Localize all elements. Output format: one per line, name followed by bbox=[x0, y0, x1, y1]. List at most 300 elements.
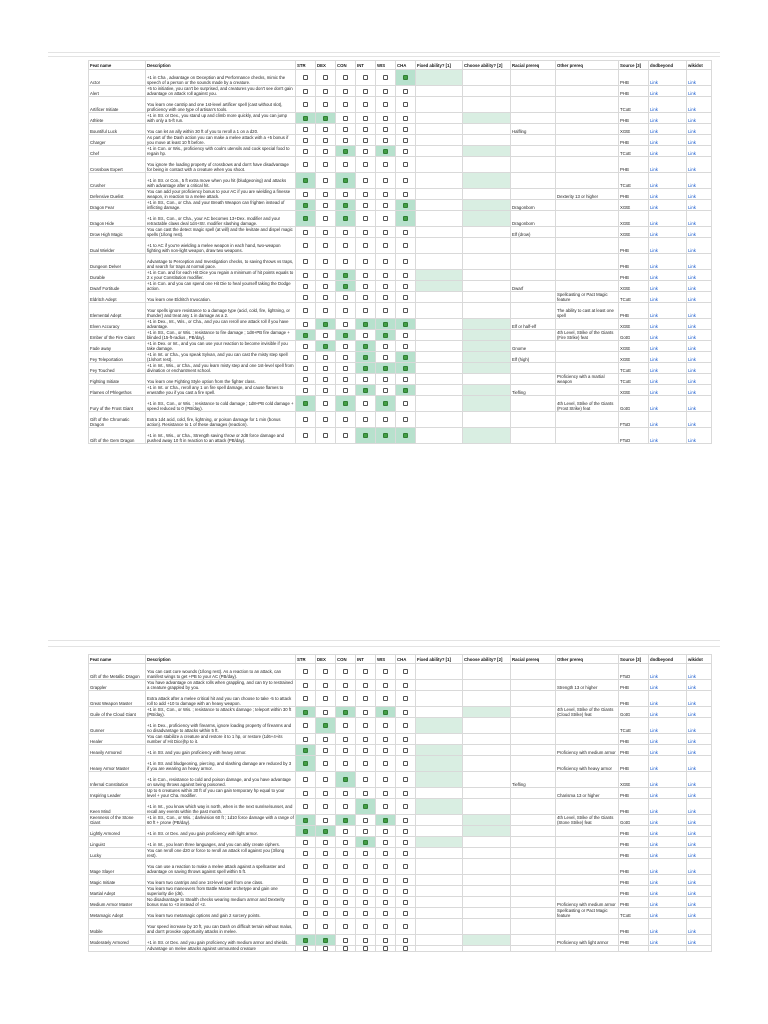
con-checkbox[interactable] bbox=[343, 138, 348, 143]
con-checkbox[interactable] bbox=[343, 737, 348, 742]
cha-checkbox[interactable] bbox=[403, 924, 408, 929]
wis-checkbox[interactable] bbox=[383, 366, 388, 371]
str-checkbox[interactable] bbox=[303, 333, 308, 338]
dex-checkbox[interactable] bbox=[323, 75, 328, 80]
con-checkbox[interactable] bbox=[343, 216, 348, 221]
dndbeyond-link[interactable]: Link bbox=[649, 886, 687, 897]
dex-checkbox[interactable] bbox=[323, 162, 328, 167]
dndbeyond-link[interactable]: Link bbox=[649, 919, 687, 935]
str-checkbox[interactable] bbox=[303, 737, 308, 742]
wis-checkbox[interactable] bbox=[383, 377, 388, 382]
str-checkbox[interactable] bbox=[303, 377, 308, 382]
int-checkbox[interactable] bbox=[363, 804, 368, 809]
int-checkbox[interactable] bbox=[363, 230, 368, 235]
dex-checkbox[interactable] bbox=[323, 946, 328, 951]
dex-checkbox[interactable] bbox=[323, 203, 328, 208]
dex-checkbox[interactable] bbox=[323, 116, 328, 121]
cha-checkbox[interactable] bbox=[403, 322, 408, 327]
str-checkbox[interactable] bbox=[303, 102, 308, 107]
str-checkbox[interactable] bbox=[303, 761, 308, 766]
dex-checkbox[interactable] bbox=[323, 127, 328, 132]
con-checkbox[interactable] bbox=[343, 840, 348, 845]
wis-checkbox[interactable] bbox=[383, 273, 388, 278]
wis-checkbox[interactable] bbox=[383, 864, 388, 869]
dex-checkbox[interactable] bbox=[323, 829, 328, 834]
wis-checkbox[interactable] bbox=[383, 878, 388, 883]
str-checkbox[interactable] bbox=[303, 748, 308, 753]
str-checkbox[interactable] bbox=[303, 851, 308, 856]
int-checkbox[interactable] bbox=[363, 911, 368, 916]
dndbeyond-link[interactable]: Link bbox=[649, 756, 687, 772]
wikidot-link[interactable]: Link bbox=[687, 124, 712, 135]
int-checkbox[interactable] bbox=[363, 388, 368, 393]
cha-checkbox[interactable] bbox=[403, 889, 408, 894]
wis-checkbox[interactable] bbox=[383, 748, 388, 753]
str-checkbox[interactable] bbox=[303, 900, 308, 905]
dex-checkbox[interactable] bbox=[323, 259, 328, 264]
cha-checkbox[interactable] bbox=[403, 683, 408, 688]
dex-checkbox[interactable] bbox=[323, 889, 328, 894]
wikidot-link[interactable]: Link bbox=[687, 908, 712, 919]
wikidot-link[interactable]: Link bbox=[687, 238, 712, 254]
con-checkbox[interactable] bbox=[343, 149, 348, 154]
dndbeyond-link[interactable]: Link bbox=[649, 385, 687, 396]
dndbeyond-link[interactable]: Link bbox=[649, 157, 687, 173]
int-checkbox[interactable] bbox=[363, 259, 368, 264]
cha-checkbox[interactable] bbox=[403, 138, 408, 143]
str-checkbox[interactable] bbox=[303, 710, 308, 715]
dndbeyond-link[interactable]: Link bbox=[649, 428, 687, 444]
str-checkbox[interactable] bbox=[303, 777, 308, 782]
wis-checkbox[interactable] bbox=[383, 127, 388, 132]
con-checkbox[interactable] bbox=[343, 911, 348, 916]
dndbeyond-link[interactable]: Link bbox=[649, 680, 687, 691]
dndbeyond-link[interactable]: Link bbox=[649, 113, 687, 124]
con-checkbox[interactable] bbox=[343, 230, 348, 235]
dex-checkbox[interactable] bbox=[323, 737, 328, 742]
con-checkbox[interactable] bbox=[343, 333, 348, 338]
dndbeyond-link[interactable] bbox=[649, 946, 687, 952]
con-checkbox[interactable] bbox=[343, 777, 348, 782]
dndbeyond-link[interactable]: Link bbox=[649, 935, 687, 946]
wis-checkbox[interactable] bbox=[383, 230, 388, 235]
int-checkbox[interactable] bbox=[363, 203, 368, 208]
dex-checkbox[interactable] bbox=[323, 192, 328, 197]
dndbeyond-link[interactable]: Link bbox=[649, 664, 687, 680]
wis-checkbox[interactable] bbox=[383, 243, 388, 248]
wis-checkbox[interactable] bbox=[383, 696, 388, 701]
wis-checkbox[interactable] bbox=[383, 417, 388, 422]
wis-checkbox[interactable] bbox=[383, 284, 388, 289]
cha-checkbox[interactable] bbox=[403, 911, 408, 916]
str-checkbox[interactable] bbox=[303, 295, 308, 300]
wikidot-link[interactable]: Link bbox=[687, 113, 712, 124]
dndbeyond-link[interactable]: Link bbox=[649, 254, 687, 270]
str-checkbox[interactable] bbox=[303, 433, 308, 438]
cha-checkbox[interactable] bbox=[403, 75, 408, 80]
wis-checkbox[interactable] bbox=[383, 829, 388, 834]
str-checkbox[interactable] bbox=[303, 138, 308, 143]
cha-checkbox[interactable] bbox=[403, 433, 408, 438]
int-checkbox[interactable] bbox=[363, 377, 368, 382]
int-checkbox[interactable] bbox=[363, 149, 368, 154]
wikidot-link[interactable]: Link bbox=[687, 756, 712, 772]
cha-checkbox[interactable] bbox=[403, 761, 408, 766]
wikidot-link[interactable]: Link bbox=[687, 157, 712, 173]
str-checkbox[interactable] bbox=[303, 791, 308, 796]
wis-checkbox[interactable] bbox=[383, 924, 388, 929]
con-checkbox[interactable] bbox=[343, 284, 348, 289]
str-checkbox[interactable] bbox=[303, 178, 308, 183]
wikidot-link[interactable]: Link bbox=[687, 772, 712, 788]
dndbeyond-link[interactable]: Link bbox=[649, 799, 687, 815]
dex-checkbox[interactable] bbox=[323, 89, 328, 94]
str-checkbox[interactable] bbox=[303, 388, 308, 393]
con-checkbox[interactable] bbox=[343, 243, 348, 248]
int-checkbox[interactable] bbox=[363, 116, 368, 121]
wis-checkbox[interactable] bbox=[383, 900, 388, 905]
int-checkbox[interactable] bbox=[363, 938, 368, 943]
cha-checkbox[interactable] bbox=[403, 864, 408, 869]
cha-checkbox[interactable] bbox=[403, 723, 408, 728]
int-checkbox[interactable] bbox=[363, 333, 368, 338]
con-checkbox[interactable] bbox=[343, 924, 348, 929]
con-checkbox[interactable] bbox=[343, 295, 348, 300]
str-checkbox[interactable] bbox=[303, 864, 308, 869]
str-checkbox[interactable] bbox=[303, 696, 308, 701]
dndbeyond-link[interactable]: Link bbox=[649, 270, 687, 281]
wikidot-link[interactable]: Link bbox=[687, 788, 712, 799]
dex-checkbox[interactable] bbox=[323, 138, 328, 143]
cha-checkbox[interactable] bbox=[403, 737, 408, 742]
cha-checkbox[interactable] bbox=[403, 840, 408, 845]
int-checkbox[interactable] bbox=[363, 344, 368, 349]
con-checkbox[interactable] bbox=[343, 710, 348, 715]
con-checkbox[interactable] bbox=[343, 203, 348, 208]
dndbeyond-link[interactable]: Link bbox=[649, 734, 687, 745]
wikidot-link[interactable]: Link bbox=[687, 341, 712, 352]
wikidot-link[interactable] bbox=[687, 946, 712, 952]
con-checkbox[interactable] bbox=[343, 829, 348, 834]
dndbeyond-link[interactable]: Link bbox=[649, 238, 687, 254]
str-checkbox[interactable] bbox=[303, 829, 308, 834]
wikidot-link[interactable]: Link bbox=[687, 254, 712, 270]
con-checkbox[interactable] bbox=[343, 273, 348, 278]
dex-checkbox[interactable] bbox=[323, 804, 328, 809]
str-checkbox[interactable] bbox=[303, 840, 308, 845]
con-checkbox[interactable] bbox=[343, 344, 348, 349]
wikidot-link[interactable]: Link bbox=[687, 412, 712, 428]
dex-checkbox[interactable] bbox=[323, 818, 328, 823]
cha-checkbox[interactable] bbox=[403, 344, 408, 349]
dndbeyond-link[interactable]: Link bbox=[649, 826, 687, 837]
dndbeyond-link[interactable]: Link bbox=[649, 200, 687, 211]
wis-checkbox[interactable] bbox=[383, 178, 388, 183]
cha-checkbox[interactable] bbox=[403, 401, 408, 406]
con-checkbox[interactable] bbox=[343, 377, 348, 382]
int-checkbox[interactable] bbox=[363, 216, 368, 221]
cha-checkbox[interactable] bbox=[403, 804, 408, 809]
cha-checkbox[interactable] bbox=[403, 102, 408, 107]
wis-checkbox[interactable] bbox=[383, 308, 388, 313]
dndbeyond-link[interactable]: Link bbox=[649, 772, 687, 788]
dndbeyond-link[interactable]: Link bbox=[649, 281, 687, 292]
wikidot-link[interactable]: Link bbox=[687, 352, 712, 363]
cha-checkbox[interactable] bbox=[403, 216, 408, 221]
con-checkbox[interactable] bbox=[343, 366, 348, 371]
dndbeyond-link[interactable]: Link bbox=[649, 292, 687, 303]
wis-checkbox[interactable] bbox=[383, 761, 388, 766]
dex-checkbox[interactable] bbox=[323, 791, 328, 796]
dndbeyond-link[interactable]: Link bbox=[649, 691, 687, 707]
wikidot-link[interactable]: Link bbox=[687, 86, 712, 97]
dex-checkbox[interactable] bbox=[323, 696, 328, 701]
cha-checkbox[interactable] bbox=[403, 377, 408, 382]
int-checkbox[interactable] bbox=[363, 243, 368, 248]
str-checkbox[interactable] bbox=[303, 162, 308, 167]
con-checkbox[interactable] bbox=[343, 946, 348, 951]
int-checkbox[interactable] bbox=[363, 723, 368, 728]
dex-checkbox[interactable] bbox=[323, 308, 328, 313]
con-checkbox[interactable] bbox=[343, 761, 348, 766]
int-checkbox[interactable] bbox=[363, 355, 368, 360]
dex-checkbox[interactable] bbox=[323, 401, 328, 406]
cha-checkbox[interactable] bbox=[403, 938, 408, 943]
cha-checkbox[interactable] bbox=[403, 900, 408, 905]
dndbeyond-link[interactable]: Link bbox=[649, 396, 687, 412]
con-checkbox[interactable] bbox=[343, 417, 348, 422]
wis-checkbox[interactable] bbox=[383, 75, 388, 80]
con-checkbox[interactable] bbox=[343, 102, 348, 107]
dndbeyond-link[interactable]: Link bbox=[649, 319, 687, 330]
dndbeyond-link[interactable]: Link bbox=[649, 897, 687, 908]
cha-checkbox[interactable] bbox=[403, 127, 408, 132]
int-checkbox[interactable] bbox=[363, 401, 368, 406]
int-checkbox[interactable] bbox=[363, 127, 368, 132]
wikidot-link[interactable]: Link bbox=[687, 135, 712, 146]
str-checkbox[interactable] bbox=[303, 344, 308, 349]
str-checkbox[interactable] bbox=[303, 127, 308, 132]
con-checkbox[interactable] bbox=[343, 308, 348, 313]
dndbeyond-link[interactable]: Link bbox=[649, 135, 687, 146]
wis-checkbox[interactable] bbox=[383, 433, 388, 438]
dndbeyond-link[interactable]: Link bbox=[649, 815, 687, 826]
con-checkbox[interactable] bbox=[343, 683, 348, 688]
con-checkbox[interactable] bbox=[343, 818, 348, 823]
dex-checkbox[interactable] bbox=[323, 149, 328, 154]
int-checkbox[interactable] bbox=[363, 829, 368, 834]
str-checkbox[interactable] bbox=[303, 366, 308, 371]
int-checkbox[interactable] bbox=[363, 284, 368, 289]
int-checkbox[interactable] bbox=[363, 851, 368, 856]
con-checkbox[interactable] bbox=[343, 669, 348, 674]
int-checkbox[interactable] bbox=[363, 138, 368, 143]
wikidot-link[interactable]: Link bbox=[687, 173, 712, 189]
wikidot-link[interactable]: Link bbox=[687, 428, 712, 444]
wis-checkbox[interactable] bbox=[383, 162, 388, 167]
cha-checkbox[interactable] bbox=[403, 366, 408, 371]
wikidot-link[interactable]: Link bbox=[687, 281, 712, 292]
wis-checkbox[interactable] bbox=[383, 737, 388, 742]
str-checkbox[interactable] bbox=[303, 878, 308, 883]
int-checkbox[interactable] bbox=[363, 75, 368, 80]
wikidot-link[interactable]: Link bbox=[687, 189, 712, 200]
cha-checkbox[interactable] bbox=[403, 851, 408, 856]
cha-checkbox[interactable] bbox=[403, 203, 408, 208]
dndbeyond-link[interactable]: Link bbox=[649, 227, 687, 238]
dex-checkbox[interactable] bbox=[323, 377, 328, 382]
cha-checkbox[interactable] bbox=[403, 388, 408, 393]
cha-checkbox[interactable] bbox=[403, 878, 408, 883]
int-checkbox[interactable] bbox=[363, 162, 368, 167]
dndbeyond-link[interactable]: Link bbox=[649, 70, 687, 86]
wikidot-link[interactable]: Link bbox=[687, 886, 712, 897]
cha-checkbox[interactable] bbox=[403, 748, 408, 753]
str-checkbox[interactable] bbox=[303, 203, 308, 208]
int-checkbox[interactable] bbox=[363, 791, 368, 796]
int-checkbox[interactable] bbox=[363, 89, 368, 94]
int-checkbox[interactable] bbox=[363, 946, 368, 951]
str-checkbox[interactable] bbox=[303, 911, 308, 916]
dex-checkbox[interactable] bbox=[323, 433, 328, 438]
int-checkbox[interactable] bbox=[363, 864, 368, 869]
wikidot-link[interactable]: Link bbox=[687, 826, 712, 837]
str-checkbox[interactable] bbox=[303, 116, 308, 121]
wis-checkbox[interactable] bbox=[383, 203, 388, 208]
wis-checkbox[interactable] bbox=[383, 216, 388, 221]
cha-checkbox[interactable] bbox=[403, 777, 408, 782]
con-checkbox[interactable] bbox=[343, 723, 348, 728]
wis-checkbox[interactable] bbox=[383, 851, 388, 856]
dex-checkbox[interactable] bbox=[323, 851, 328, 856]
str-checkbox[interactable] bbox=[303, 216, 308, 221]
cha-checkbox[interactable] bbox=[403, 116, 408, 121]
con-checkbox[interactable] bbox=[343, 259, 348, 264]
cha-checkbox[interactable] bbox=[403, 308, 408, 313]
cha-checkbox[interactable] bbox=[403, 818, 408, 823]
wikidot-link[interactable]: Link bbox=[687, 211, 712, 227]
int-checkbox[interactable] bbox=[363, 748, 368, 753]
int-checkbox[interactable] bbox=[363, 761, 368, 766]
dndbeyond-link[interactable]: Link bbox=[649, 848, 687, 859]
con-checkbox[interactable] bbox=[343, 75, 348, 80]
int-checkbox[interactable] bbox=[363, 889, 368, 894]
cha-checkbox[interactable] bbox=[403, 829, 408, 834]
int-checkbox[interactable] bbox=[363, 669, 368, 674]
str-checkbox[interactable] bbox=[303, 243, 308, 248]
int-checkbox[interactable] bbox=[363, 818, 368, 823]
cha-checkbox[interactable] bbox=[403, 178, 408, 183]
dndbeyond-link[interactable]: Link bbox=[649, 908, 687, 919]
str-checkbox[interactable] bbox=[303, 308, 308, 313]
con-checkbox[interactable] bbox=[343, 696, 348, 701]
wis-checkbox[interactable] bbox=[383, 259, 388, 264]
dex-checkbox[interactable] bbox=[323, 388, 328, 393]
int-checkbox[interactable] bbox=[363, 696, 368, 701]
con-checkbox[interactable] bbox=[343, 178, 348, 183]
dex-checkbox[interactable] bbox=[323, 669, 328, 674]
wikidot-link[interactable]: Link bbox=[687, 935, 712, 946]
dndbeyond-link[interactable]: Link bbox=[649, 211, 687, 227]
wikidot-link[interactable]: Link bbox=[687, 848, 712, 859]
dex-checkbox[interactable] bbox=[323, 864, 328, 869]
wikidot-link[interactable]: Link bbox=[687, 815, 712, 826]
dex-checkbox[interactable] bbox=[323, 710, 328, 715]
wis-checkbox[interactable] bbox=[383, 401, 388, 406]
cha-checkbox[interactable] bbox=[403, 192, 408, 197]
int-checkbox[interactable] bbox=[363, 900, 368, 905]
dex-checkbox[interactable] bbox=[323, 761, 328, 766]
dex-checkbox[interactable] bbox=[323, 911, 328, 916]
wis-checkbox[interactable] bbox=[383, 89, 388, 94]
str-checkbox[interactable] bbox=[303, 946, 308, 951]
wis-checkbox[interactable] bbox=[383, 192, 388, 197]
cha-checkbox[interactable] bbox=[403, 89, 408, 94]
wikidot-link[interactable]: Link bbox=[687, 799, 712, 815]
con-checkbox[interactable] bbox=[343, 889, 348, 894]
wikidot-link[interactable]: Link bbox=[687, 70, 712, 86]
wikidot-link[interactable]: Link bbox=[687, 875, 712, 886]
dex-checkbox[interactable] bbox=[323, 938, 328, 943]
wis-checkbox[interactable] bbox=[383, 840, 388, 845]
dex-checkbox[interactable] bbox=[323, 924, 328, 929]
wis-checkbox[interactable] bbox=[383, 818, 388, 823]
str-checkbox[interactable] bbox=[303, 818, 308, 823]
cha-checkbox[interactable] bbox=[403, 149, 408, 154]
dex-checkbox[interactable] bbox=[323, 366, 328, 371]
con-checkbox[interactable] bbox=[343, 127, 348, 132]
wikidot-link[interactable]: Link bbox=[687, 303, 712, 319]
con-checkbox[interactable] bbox=[343, 116, 348, 121]
dndbeyond-link[interactable]: Link bbox=[649, 374, 687, 385]
dndbeyond-link[interactable]: Link bbox=[649, 788, 687, 799]
wis-checkbox[interactable] bbox=[383, 344, 388, 349]
cha-checkbox[interactable] bbox=[403, 284, 408, 289]
con-checkbox[interactable] bbox=[343, 192, 348, 197]
str-checkbox[interactable] bbox=[303, 230, 308, 235]
cha-checkbox[interactable] bbox=[403, 696, 408, 701]
wis-checkbox[interactable] bbox=[383, 669, 388, 674]
wis-checkbox[interactable] bbox=[383, 791, 388, 796]
dndbeyond-link[interactable]: Link bbox=[649, 718, 687, 734]
cha-checkbox[interactable] bbox=[403, 243, 408, 248]
con-checkbox[interactable] bbox=[343, 748, 348, 753]
cha-checkbox[interactable] bbox=[403, 791, 408, 796]
wis-checkbox[interactable] bbox=[383, 723, 388, 728]
cha-checkbox[interactable] bbox=[403, 417, 408, 422]
dndbeyond-link[interactable]: Link bbox=[649, 330, 687, 341]
wikidot-link[interactable]: Link bbox=[687, 385, 712, 396]
cha-checkbox[interactable] bbox=[403, 710, 408, 715]
wikidot-link[interactable]: Link bbox=[687, 200, 712, 211]
cha-checkbox[interactable] bbox=[403, 162, 408, 167]
wikidot-link[interactable]: Link bbox=[687, 396, 712, 412]
str-checkbox[interactable] bbox=[303, 273, 308, 278]
con-checkbox[interactable] bbox=[343, 322, 348, 327]
int-checkbox[interactable] bbox=[363, 878, 368, 883]
con-checkbox[interactable] bbox=[343, 804, 348, 809]
wikidot-link[interactable]: Link bbox=[687, 374, 712, 385]
dex-checkbox[interactable] bbox=[323, 243, 328, 248]
dndbeyond-link[interactable]: Link bbox=[649, 352, 687, 363]
con-checkbox[interactable] bbox=[343, 355, 348, 360]
dex-checkbox[interactable] bbox=[323, 878, 328, 883]
dex-checkbox[interactable] bbox=[323, 216, 328, 221]
wis-checkbox[interactable] bbox=[383, 138, 388, 143]
wikidot-link[interactable]: Link bbox=[687, 227, 712, 238]
con-checkbox[interactable] bbox=[343, 878, 348, 883]
wis-checkbox[interactable] bbox=[383, 388, 388, 393]
